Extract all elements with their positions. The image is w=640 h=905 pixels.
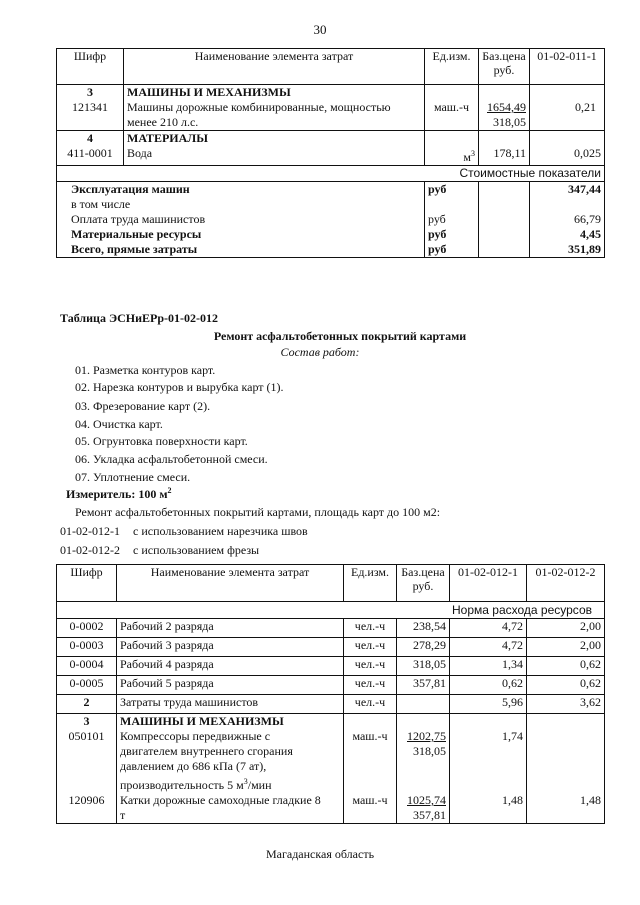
header-unit: Ед.изм. (344, 565, 397, 602)
work-item: 05. Огрунтовка поверхности карт. (75, 434, 248, 448)
resources-table-01-02-011 (56, 48, 605, 258)
work-item: 02. Нарезка контуров и вырубка карт (1). (75, 380, 284, 394)
meter-label: Измеритель: 100 $м^2$ (66, 486, 172, 501)
header-norm-2: 01-02-012-2 (527, 565, 605, 602)
resources-table-01-02-012 (56, 564, 605, 824)
table-row: 0-0002 Рабочий 2 разряда чел.-ч 238,54 4,72 2,00 (57, 619, 605, 638)
table-row: 411-0001 Вода $м^3$ 178,11 0,025 (57, 146, 605, 166)
table-row: 121341 Машины дорожные комбинированные, мощностью менее 210 л.с. маш.-ч 1654,49 318,05 0,21 (57, 100, 605, 131)
table-title: Таблица ЭСНиЕРр-01-02-012 (60, 311, 219, 325)
table-row: 0-0003 Рабочий 3 разряда чел.-ч 278,29 4,72 2,00 (57, 638, 605, 657)
header-price: Баз.цена руб. (479, 49, 530, 85)
description: Ремонт асфальтобетонных покрытий картами, площадь карт до 100 м2: (75, 505, 441, 519)
table-row: 2 Затраты труда машинистов чел.-ч 5,96 3,62 (57, 695, 605, 714)
caption-row: Норма расхода ресурсов (57, 602, 605, 619)
summary-row: Всего, прямые затраты руб 351,89 (57, 242, 605, 258)
header-price: Баз.цена руб. (397, 565, 450, 602)
table-row: 0-0004 Рабочий 4 разряда чел.-ч 318,05 1,34 0,62 (57, 657, 605, 676)
variant-text: с использованием нарезчика швов (133, 524, 308, 538)
table-row: 0-0005 Рабочий 5 разряда чел.-ч 357,81 0,62 0,62 (57, 676, 605, 695)
works-heading: Состав работ: (280, 345, 360, 359)
group-row: 3 МАШИНЫ И МЕХАНИЗМЫ (57, 85, 605, 101)
table-header-row (57, 49, 605, 85)
page-number: 30 (313, 22, 327, 37)
header-unit: Ед.изм. (425, 49, 479, 85)
header-norm: 01-02-011-1 (530, 49, 605, 85)
table-row: 050101 Компрессоры передвижные с двигателем внутреннего сгорания давлением до 686 кПа (7 ат), производительность 5 $м^3$/мин маш.-ч 1202,75 318,05 1,74 (57, 729, 605, 793)
header-norm-1: 01-02-012-1 (450, 565, 527, 602)
group-row: 4 МАТЕРИАЛЫ (57, 131, 605, 147)
footer-region: Магаданская область (265, 847, 375, 861)
summary-row: Оплата труда машинистов руб 66,79 (57, 212, 605, 227)
section-subtitle: Ремонт асфальтобетонных покрытий картами (213, 329, 467, 343)
table-row: 120906 Катки дорожные самоходные гладкие 8 т маш.-ч 1025,74 357,81 1,48 1,48 (57, 793, 605, 824)
variant-code: 01-02-012-1 (60, 524, 120, 538)
work-item: 06. Укладка асфальтобетонной смеси. (75, 452, 268, 466)
header-code: Шифр (57, 49, 124, 85)
variant-code: 01-02-012-2 (60, 543, 120, 557)
header-name: Наименование элемента затрат (124, 49, 425, 85)
summary-row: Эксплуатация машин руб 347,44 (57, 182, 605, 198)
table-header-row (57, 565, 605, 602)
group-row: 3 МАШИНЫ И МЕХАНИЗМЫ (57, 714, 605, 730)
caption-row: Стоимостные показатели (57, 166, 605, 182)
header-name: Наименование элемента затрат (117, 565, 344, 602)
summary-row: в том числе (57, 197, 605, 212)
variant-text: с использованием фрезы (133, 543, 260, 557)
summary-row: Материальные ресурсы руб 4,45 (57, 227, 605, 242)
header-code: Шифр (57, 565, 117, 602)
work-item: 04. Очистка карт. (75, 417, 163, 431)
work-item: 01. Разметка контуров карт. (75, 363, 216, 377)
work-item: 03. Фрезерование карт (2). (75, 399, 211, 413)
work-item: 07. Уплотнение смеси. (75, 470, 191, 484)
